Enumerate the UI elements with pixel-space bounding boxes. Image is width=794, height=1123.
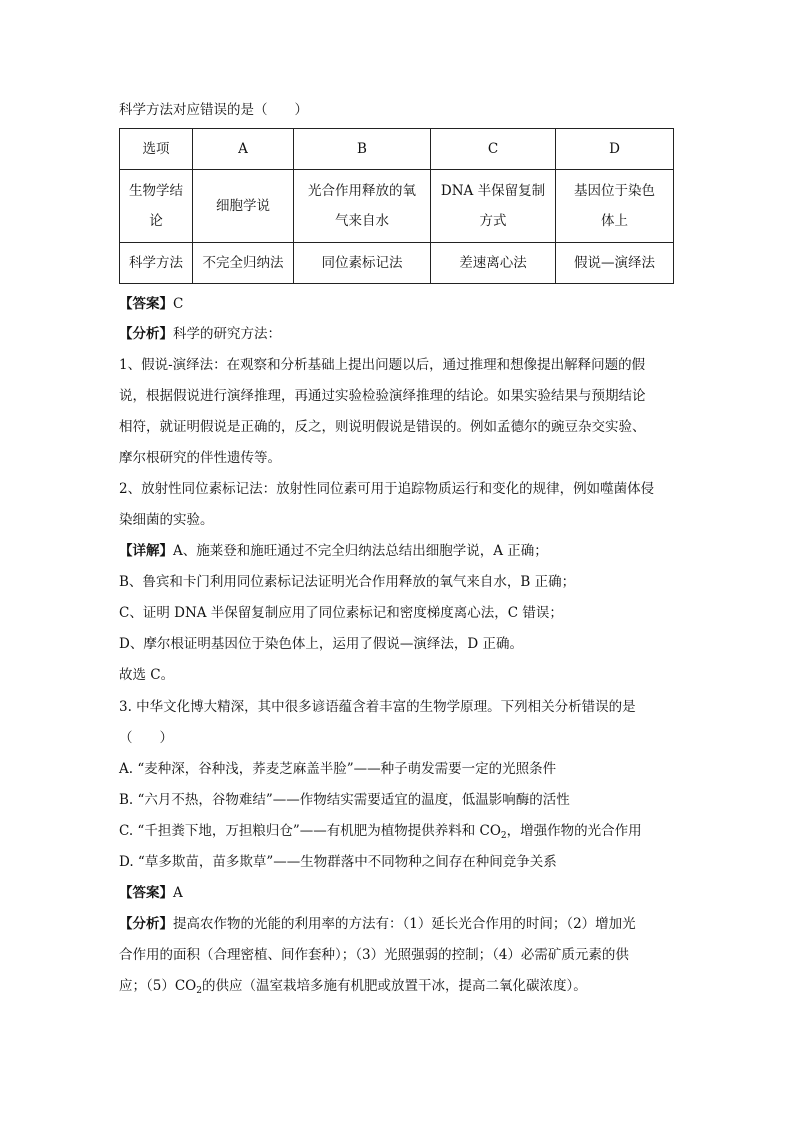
q3-answer: 【答案】A: [119, 885, 183, 901]
row-label: 生物学结 论: [120, 170, 193, 243]
q2-answer: 【答案】C: [119, 296, 184, 312]
analysis-line: 2、放射性同位素标记法：放射性同位素可用于追踪物质运行和变化的规律，例如噬菌体侵: [119, 481, 655, 497]
table-cell: 差速离心法: [431, 243, 556, 284]
table-cell: 假说—演绎法: [556, 243, 674, 284]
q3-stem-blank: （ ）: [119, 730, 173, 746]
detail-line: D、摩尔根证明基因位于染色体上，运用了假说—演绎法，D 正确。: [119, 636, 523, 652]
detail-line: 故选 C。: [119, 667, 175, 683]
header-cell: A: [193, 129, 294, 170]
analysis-tag: 【分析】: [119, 326, 173, 342]
analysis-line: 摩尔根研究的伴性遗传等。: [119, 450, 281, 466]
table-cell: DNA 半保留复制 方式: [431, 170, 556, 243]
table-cell: 不完全归纳法: [193, 243, 294, 284]
answer-tag: 【答案】: [119, 296, 173, 312]
question-stem-tail: 科学方法对应错误的是（ ）: [119, 102, 308, 118]
q2-detail-heading: 【详解】A、施莱登和施旺通过不完全归纳法总结出细胞学说，A 正确；: [119, 543, 548, 559]
analysis-line: 合作用的面积（合理密植、间作套种）；（3）光照强弱的控制；（4）必需矿质元素的供: [119, 947, 629, 963]
q3-option-a: A. “麦种深，谷种浅，荞麦芝麻盖半脸”——种子萌发需要一定的光照条件: [119, 761, 557, 777]
q3-option-b: B. “六月不热，谷物难结”——作物结实需要适宜的温度，低温影响酶的活性: [119, 792, 570, 808]
row-label: 科学方法: [120, 243, 193, 284]
detail-tag: 【详解】: [119, 543, 173, 559]
table-cell: 同位素标记法: [294, 243, 431, 284]
header-cell: C: [431, 129, 556, 170]
detail-line: B、鲁宾和卡门利用同位素标记法证明光合作用释放的氧气来自水，B 正确；: [119, 574, 576, 590]
detail-line: C、证明 DNA 半保留复制应用了同位素标记和密度梯度离心法，C 错误；: [119, 605, 563, 621]
table-row-method: [120, 243, 674, 284]
analysis-line: 相符，就证明假说是正确的，反之，则说明假说是错误的。例如孟德尔的豌豆杂交实验、: [119, 419, 646, 435]
analysis-tag: 【分析】: [119, 916, 173, 932]
q3-analysis-heading: 【分析】提高农作物的光能的利用率的方法有：（1）延长光合作用的时间；（2）增加光: [119, 916, 636, 932]
header-cell: D: [556, 129, 674, 170]
table-cell: 细胞学说: [193, 170, 294, 243]
analysis-line: 1、假说-演绎法：在观察和分析基础上提出问题以后，通过推理和想像提出解释问题的假: [119, 357, 646, 373]
analysis-line: 染细菌的实验。: [119, 512, 214, 528]
q2-analysis-heading: 【分析】科学的研究方法：: [119, 326, 281, 342]
table-cell: 光合作用释放的氧 气来自水: [294, 170, 431, 243]
q3-stem: 3. 中华文化博大精深，其中很多谚语蕴含着丰富的生物学原理。下列相关分析错误的是: [119, 699, 636, 715]
table-cell: 基因位于染色 体上: [556, 170, 674, 243]
q3-option-c: C. “千担粪下地，万担粮归仓”——有机肥为植物提供养料和 $CO_2$，增强作物的光合作用: [119, 823, 642, 841]
header-cell: 选项: [120, 129, 193, 170]
analysis-line: 说，根据假说进行演绎推理，再通过实验检验演绎推理的结论。如果实验结果与预期结论: [119, 388, 646, 404]
answer-tag: 【答案】: [119, 885, 173, 901]
table-header-row: [120, 129, 674, 170]
options-table: [119, 128, 674, 284]
header-cell: B: [294, 129, 431, 170]
analysis-line: 应；$(5)CO_2$的供应（温室栽培多施有机肥或放置干冰，提高二氧化碳浓度）。: [119, 978, 587, 996]
q3-option-d: D. “草多欺苗，苗多欺草”——生物群落中不同物种之间存在种间竞争关系: [119, 854, 557, 870]
table-row-conclusion: [120, 170, 674, 243]
